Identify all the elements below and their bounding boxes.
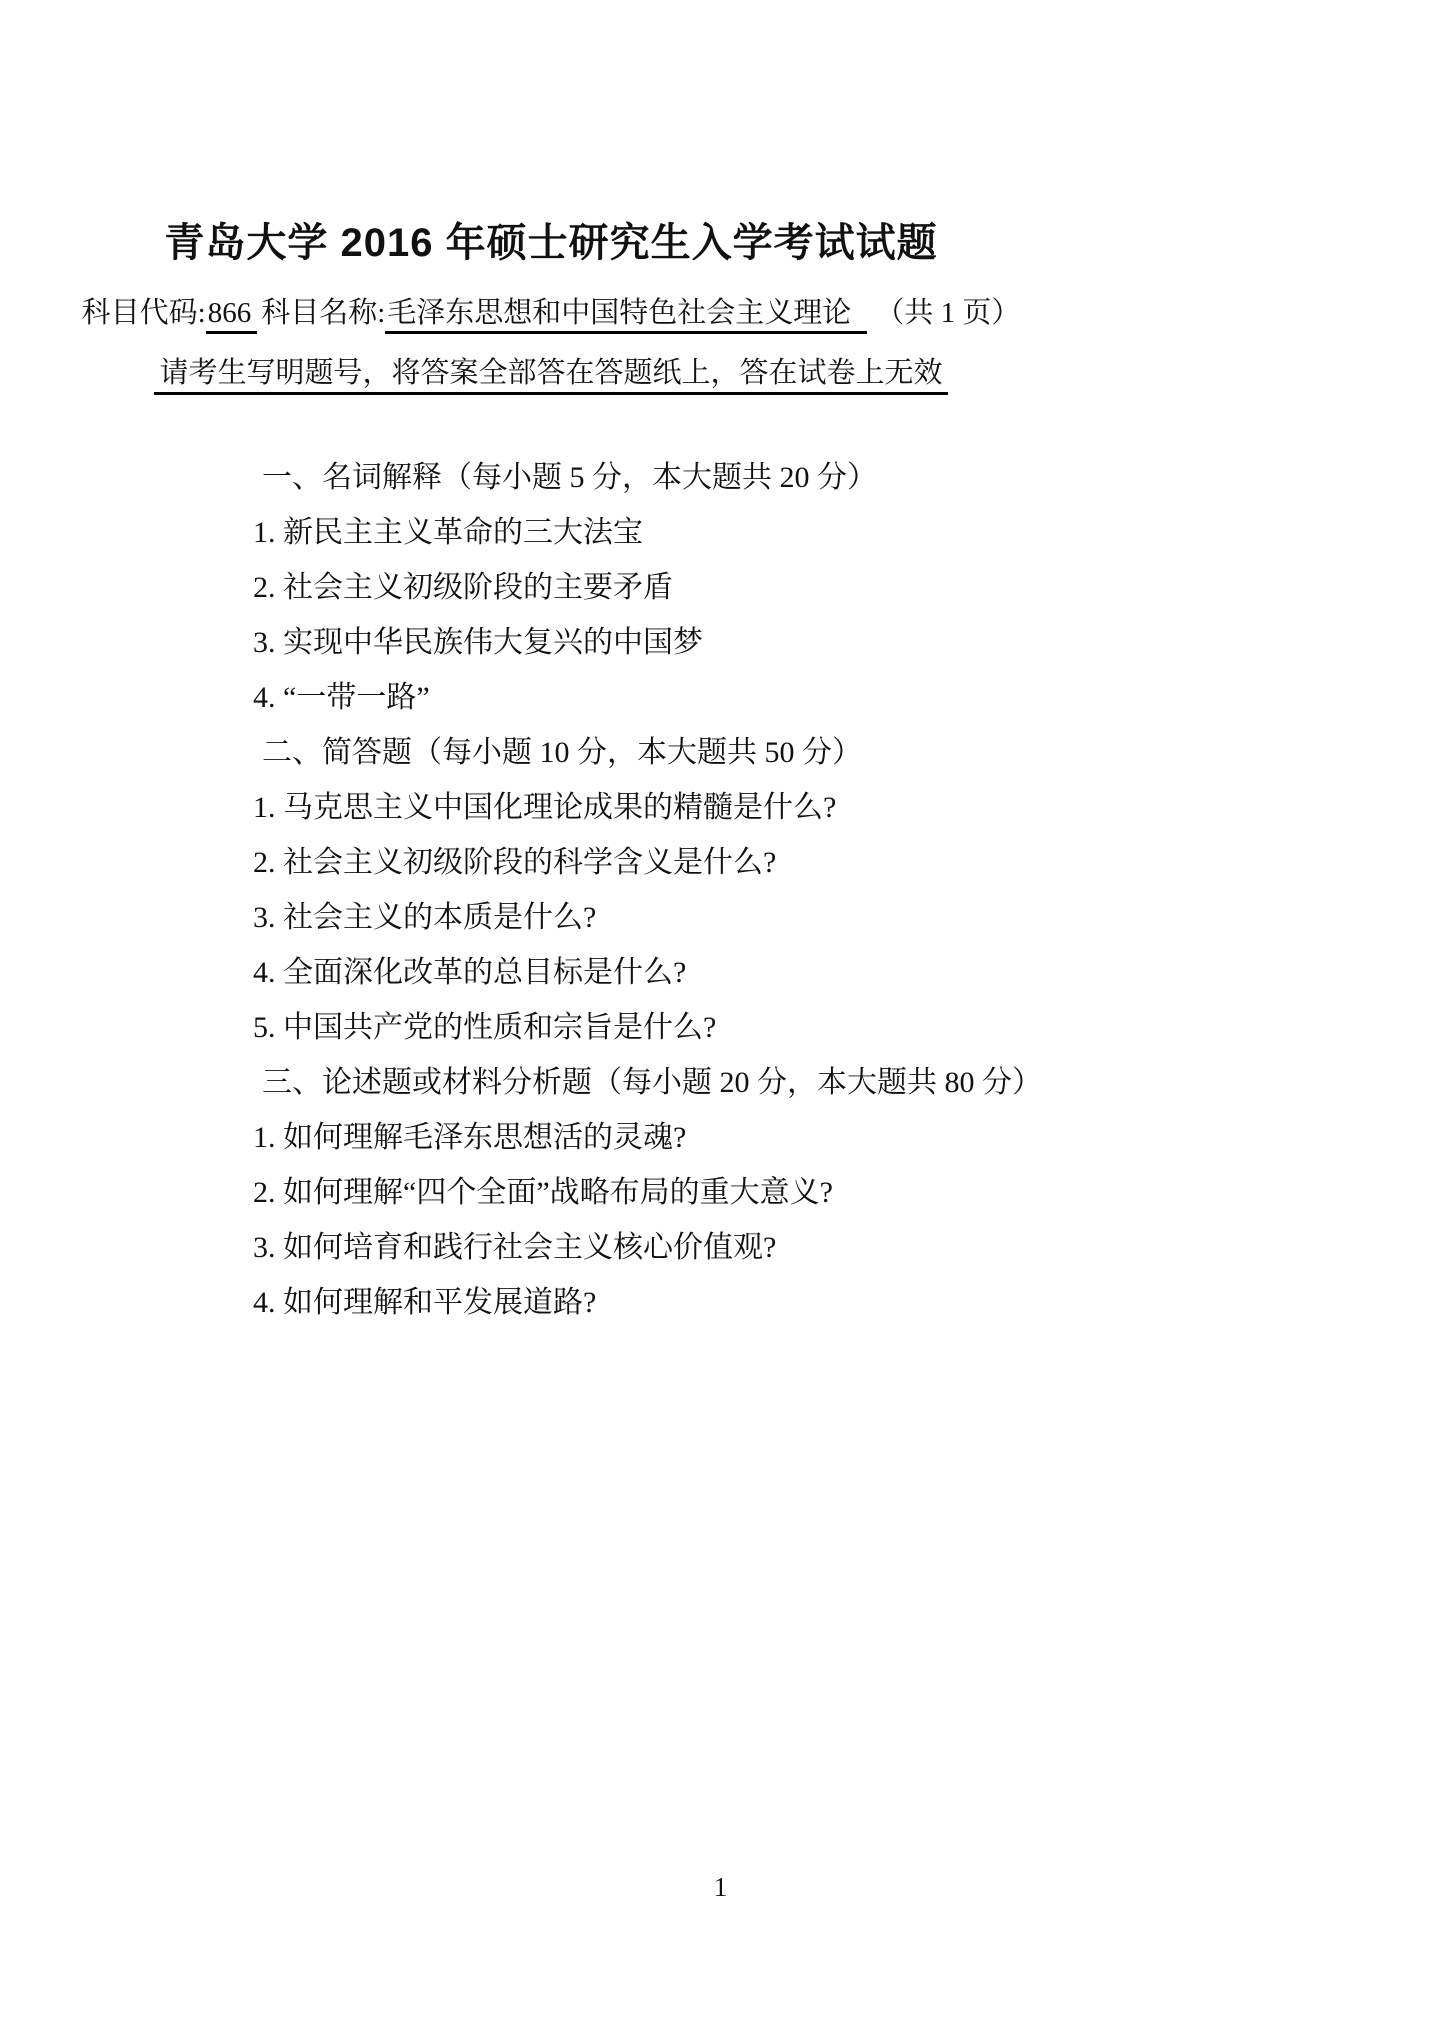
section-2-question-5: 5. 中国共产党的性质和宗旨是什么? xyxy=(253,1011,717,1044)
section-2-question-4: 4. 全面深化改革的总目标是什么? xyxy=(253,956,687,989)
section-3-heading: 三、论述题或材料分析题（每小题 20 分，本大题共 80 分） xyxy=(262,1066,1042,1099)
section-1-heading: 一、名词解释（每小题 5 分，本大题共 20 分） xyxy=(262,461,877,494)
section-2-question-1: 1. 马克思主义中国化理论成果的精髓是什么? xyxy=(253,791,837,824)
page-title: 青岛大学 2016 年硕士研究生入学考试试题 xyxy=(164,221,938,265)
section-1-question-1: 1. 新民主主义革命的三大法宝 xyxy=(253,516,643,549)
subject-code-label: 科目代码: xyxy=(81,297,206,329)
section-1-question-2: 2. 社会主义初级阶段的主要矛盾 xyxy=(253,571,673,604)
section-3-question-4: 4. 如何理解和平发展道路? xyxy=(253,1286,597,1319)
subject-line xyxy=(0,293,1102,334)
subject-code-value: 866 xyxy=(206,297,258,334)
page-number: 1 xyxy=(713,1872,728,1902)
pages-note: （共 1 页） xyxy=(875,297,1021,329)
section-3-question-3: 3. 如何培育和践行社会主义核心价值观? xyxy=(253,1231,777,1264)
section-3-question-2: 2. 如何理解“四个全面”战略布局的重大意义? xyxy=(253,1176,833,1209)
section-1-question-4: 4. “一带一路” xyxy=(253,681,430,714)
section-3-question-1: 1. 如何理解毛泽东思想活的灵魂? xyxy=(253,1121,687,1154)
subject-name-label: 科目名称: xyxy=(261,297,386,329)
subject-name-value: 毛泽东思想和中国特色社会主义理论 xyxy=(385,297,867,334)
section-1-question-3: 3. 实现中华民族伟大复兴的中国梦 xyxy=(253,626,703,659)
instruction-line xyxy=(0,353,1102,394)
instruction-text: 请考生写明题号，将答案全部答在答题纸上，答在试卷上无效 xyxy=(154,357,947,395)
section-2-question-3: 3. 社会主义的本质是什么? xyxy=(253,901,597,934)
question-body xyxy=(0,450,1441,1330)
section-2-question-2: 2. 社会主义初级阶段的科学含义是什么? xyxy=(253,846,777,879)
section-2-heading: 二、简答题（每小题 10 分，本大题共 50 分） xyxy=(262,736,862,769)
